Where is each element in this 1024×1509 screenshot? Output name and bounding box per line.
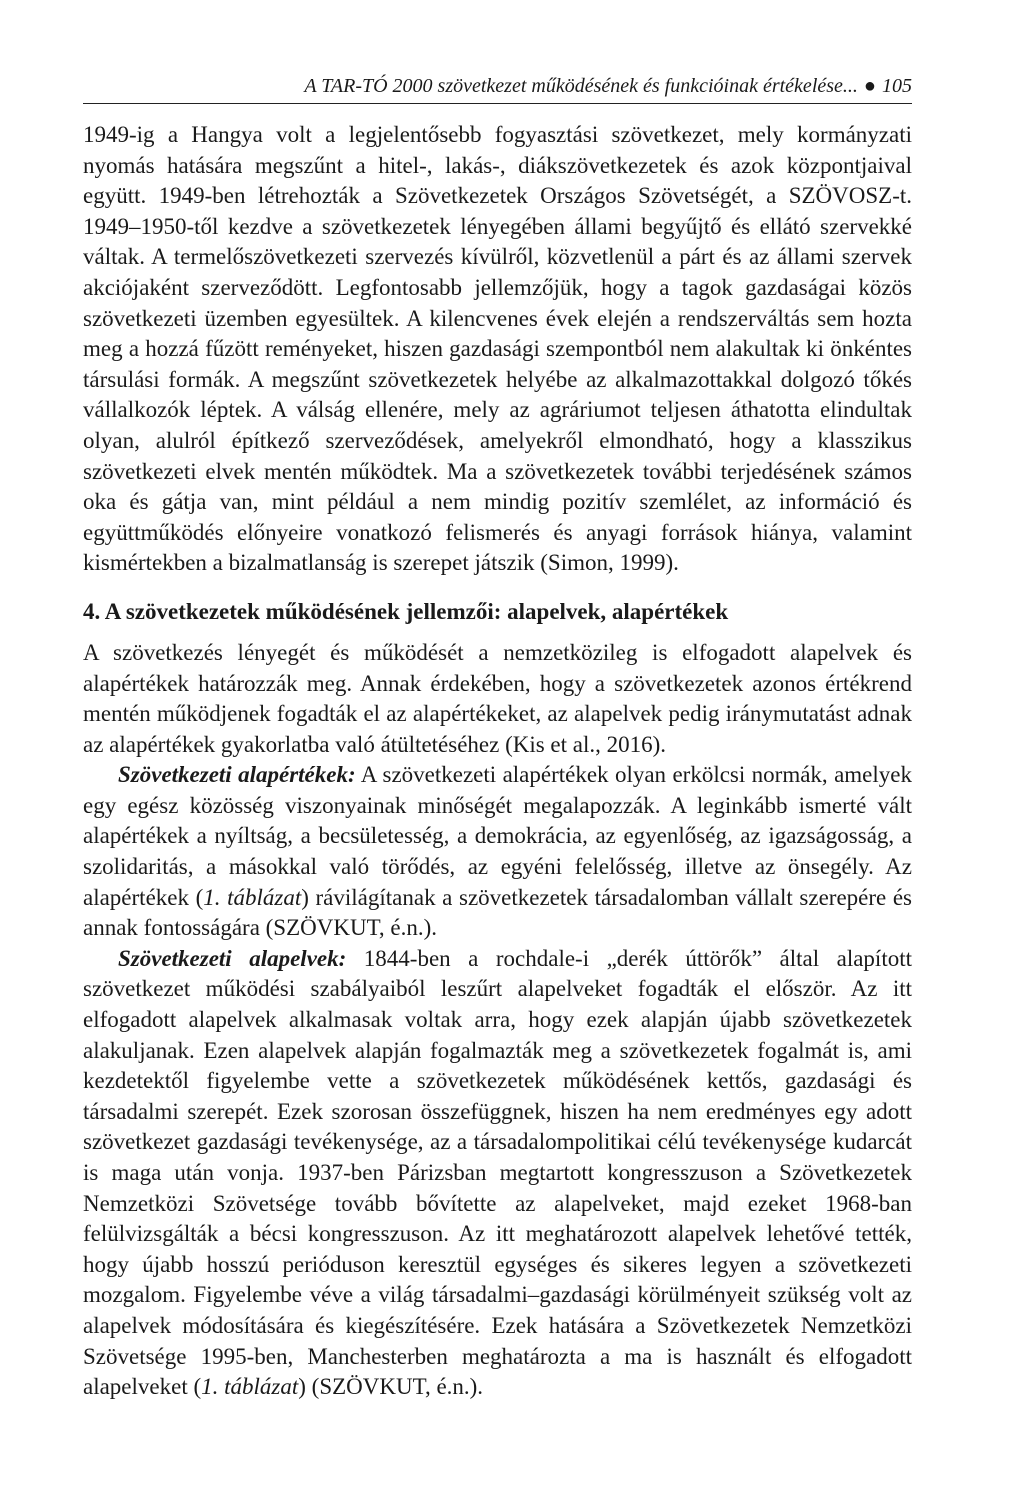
values-text-1: A szövetkezeti alapértékek olyan erkölcsi normák, amelyek egy egész közösség viszonyainak minőségét megalapozzák. A leginkább ismerté vált alapértékek a nyíltság, a becsületesség, a demokrácia, az egyenlőség, az igazságosság, a szolidaritás, a másokkal való törődés, az egyéni felelősség, illetve az önsegély. Az alapértékek ( <box>83 762 912 910</box>
table-reference: 1. táblázat <box>203 884 302 910</box>
term-principles: Szövetkezeti alapelvek: <box>118 945 347 971</box>
table-reference: 1. táblázat <box>201 1374 299 1400</box>
running-header <box>83 74 912 104</box>
term-values: Szövetkezeti alapértékek: <box>118 762 356 788</box>
body-text <box>83 120 912 1403</box>
running-title: A TAR-TÓ 2000 szövetkezet működésének és funkcióinak értékelése... <box>304 75 858 97</box>
values-text-2: ) rávilágítanak a szövetkezetek társadalomban vállalt szerepére és annak fontosságára (SZÖVKUT, é.n.). <box>83 884 912 941</box>
principles-text-1: 1844-ben a rochdale-i „derék úttörők” által alapított szövetkezet működési szabályaiból leszűrt alapelveket fogadták el először. Az itt elfogadott alapelvek alkalmasak voltak arra, hogy ezek alapján újabb szövetkezetek alakuljanak. Ezen alapelvek alapján fogalmazták meg a szövetkezetek fogalmát is, ami kezdetektől figyelembe vette a szövetkezetek működésének kettős, gazdasági és társadalmi szerepét. Ezek szorosan összefüggnek, hiszen ha nem eredményes egy adott szövetkezet gazdasági tevékenysége, az a társadalompolitikai célú tevékenysége kudarcát is maga után vonja. 1937-ben Párizsban megtartott kongresszuson a Szövetkezetek Nemzetközi Szövetsége tovább bővítette az alapelveket, majd ezeket 1968-ban felülvizsgálták a bécsi kongresszuson. Az itt meghatározott alapelvek lehetővé tették, hogy újabb hosszú perióduson keresztül egységes és sikeres legyen a szövetkezeti mozgalom. Figyelembe véve a világ társadalmi–gazdasági körülményeit szükség volt az alapelvek módosítására és kiegészítésére. Ezek hatására a Szövetkezetek Nemzetközi Szövetsége 1995-ben, Manchesterben meghatározta a ma is használt és elfogadott alapelveket ( <box>83 945 912 1400</box>
paragraph-intro: A szövetkezés lényegét és működését a nemzetközileg is elfogadott alapelvek és alapértékek határozzák meg. Annak érdekében, hogy a szövetkezetek azonos értékrend mentén működjenek fogadták el az alapértékeket, az alapelvek pedig iránymutatást adnak az alapértékek gyakorlatba való átültetéséhez (Kis et al., 2016). <box>83 639 912 757</box>
page-number: 105 <box>882 75 912 97</box>
section-heading: 4. A szövetkezetek működésének jellemzői: alapelvek, alapértékek <box>83 598 729 624</box>
paragraph-principles <box>83 944 912 1403</box>
principles-text-2: ) (SZÖVKUT, é.n.). <box>298 1374 484 1400</box>
paragraph-values <box>83 760 912 944</box>
paragraph-history: 1949-ig a Hangya volt a legjelentősebb fogyasztási szövetkezet, mely kormányzati nyomás hatására megszűnt a hitel-, lakás-, diákszövetkezetek és azok központjaival együtt. 1949-ben létrehozták a Szövetkezetek Országos Szövetségét, a SZÖVOSZ-t. 1949–1950-től kezdve a szövetkezetek lényegében állami begyűjtő és ellátó szervekké váltak. A termelőszövetkezeti szervezés kívülről, közvetlenül a párt és az állami szervek akciójaként szerveződött. Legfontosabb jellemzőjük, hogy a tagok gazdaságai közös szövetkezeti üzemben egyesültek. A kilencvenes évek elején a rendszerváltás sem hozta meg a hozzá fűzött reményeket, hiszen gazdasági szempontból nem alakultak ki önkéntes társulási formák. A megszűnt szövetkezetek helyébe az alkalmazottakkal dolgozó tőkés vállalkozók léptek. A válság ellenére, mely az agráriumot teljesen áthatotta elindultak olyan, alulról építkező szerveződések, amelyekről elmondható, hogy a klasszikus szövetkezeti elvek mentén működtek. Ma a szövetkezetek további terjedésének számos oka és gátja van, mint például a nem mindig pozitív szemlélet, az információ és együttműködés előnyeire vonatkozó felismerés és anyagi források hiánya, valamint kismértekben a bizalmatlanság is szerepet játszik (Simon, 1999). <box>83 122 912 576</box>
bullet-separator: ● <box>863 75 876 97</box>
